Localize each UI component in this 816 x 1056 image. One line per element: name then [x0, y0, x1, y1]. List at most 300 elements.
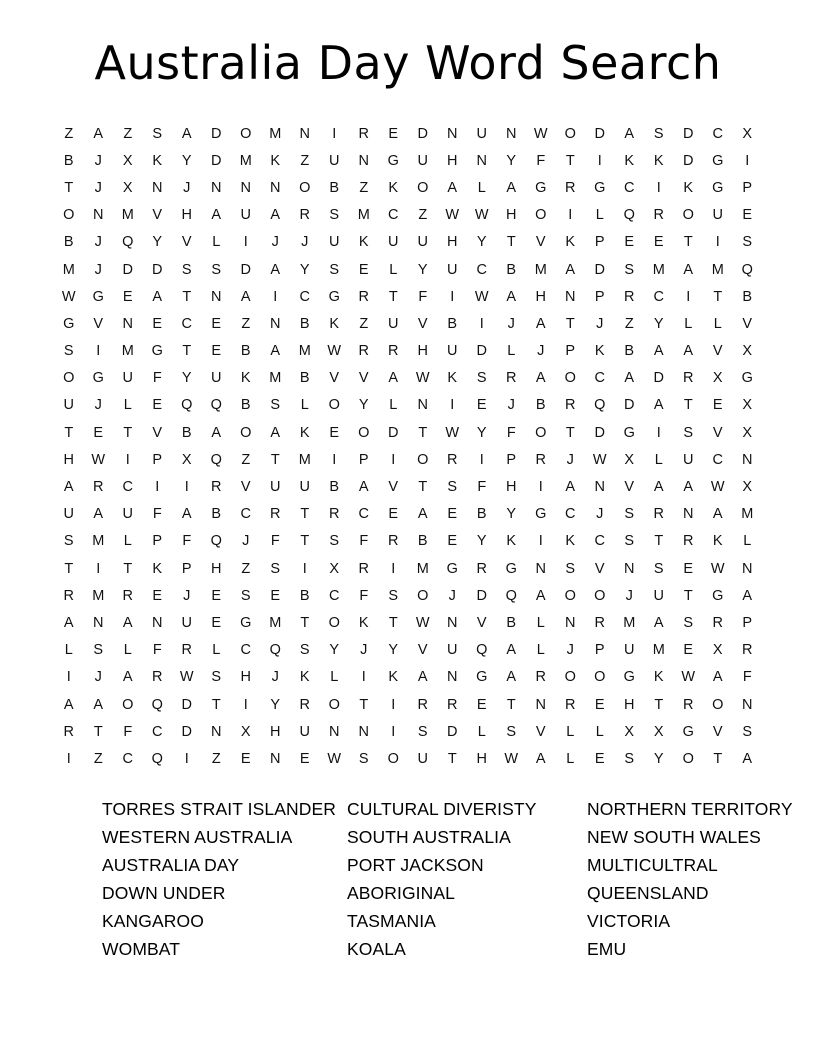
grid-cell: A — [417, 669, 428, 686]
grid-cell: R — [93, 479, 104, 496]
grid-cell: T — [683, 587, 693, 604]
grid-cell: A — [506, 179, 517, 196]
grid-cell: S — [63, 343, 74, 360]
grid-cell: N — [211, 179, 222, 196]
grid-cell: Q — [505, 587, 517, 604]
grid-cell: S — [476, 370, 487, 387]
grid-cell: L — [212, 642, 221, 659]
grid-cell: P — [565, 343, 576, 360]
grid-cell: R — [447, 696, 458, 713]
grid-cell: I — [656, 424, 661, 441]
grid-cell: B — [506, 614, 517, 631]
grid-cell: U — [417, 234, 428, 251]
grid-cell: W — [474, 288, 489, 305]
grid-cell: A — [152, 288, 163, 305]
grid-cell: N — [447, 669, 458, 686]
grid-cell: T — [418, 479, 428, 496]
grid-cell: L — [743, 533, 752, 550]
grid-cell: U — [476, 125, 487, 142]
grid-cell: H — [447, 152, 458, 169]
grid-cell: J — [596, 506, 604, 523]
grid-cell: A — [565, 479, 576, 496]
grid-cell: N — [417, 397, 428, 414]
grid-cell: F — [536, 152, 546, 169]
grid-cell: U — [63, 506, 74, 523]
grid-cell: G — [446, 560, 458, 577]
grid-cell: L — [477, 179, 486, 196]
grid-cell: O — [417, 451, 429, 468]
grid-cell: A — [417, 506, 428, 523]
grid-cell: C — [594, 370, 605, 387]
grid-cell: R — [565, 696, 576, 713]
grid-cell: I — [96, 560, 101, 577]
grid-cell: J — [94, 152, 102, 169]
grid-cell: O — [358, 424, 370, 441]
grid-cell: G — [328, 288, 340, 305]
grid-cell: E — [93, 424, 104, 441]
grid-cell: I — [361, 669, 366, 686]
grid-cell: K — [329, 315, 340, 332]
grid-cell: A — [181, 125, 192, 142]
grid-cell: I — [479, 315, 484, 332]
grid-cell: F — [270, 533, 280, 550]
grid-cell: I — [273, 288, 278, 305]
grid-cell: H — [535, 288, 546, 305]
grid-cell: R — [270, 506, 281, 523]
grid-cell: Y — [152, 234, 163, 251]
grid-cell: U — [270, 479, 281, 496]
grid-cell: W — [61, 288, 76, 305]
grid-cell: R — [742, 642, 753, 659]
grid-row — [54, 174, 762, 201]
grid-cell: O — [535, 207, 547, 224]
grid-cell: A — [358, 479, 369, 496]
grid-cell: E — [358, 261, 369, 278]
grid-cell: A — [270, 207, 281, 224]
grid-row — [54, 691, 762, 718]
grid-cell: Z — [241, 560, 251, 577]
grid-cell: E — [211, 614, 222, 631]
grid-cell: L — [123, 397, 132, 414]
grid-cell: B — [329, 479, 340, 496]
word-list-item: WOMBAT — [102, 938, 181, 959]
grid-cell: Y — [270, 696, 281, 713]
word-list-item: PORT JACKSON — [347, 854, 484, 875]
grid-row — [54, 283, 762, 310]
grid-cell: W — [91, 451, 106, 468]
grid-cell: U — [63, 397, 74, 414]
grid-cell: J — [183, 179, 191, 196]
grid-cell: X — [240, 723, 251, 740]
grid-cell: U — [329, 152, 340, 169]
grid-cell: B — [417, 533, 428, 550]
grid-cell: P — [594, 234, 605, 251]
grid-cell: H — [270, 723, 281, 740]
grid-cell: N — [535, 560, 546, 577]
grid-cell: M — [623, 614, 636, 631]
grid-row — [54, 120, 762, 147]
grid-cell: U — [447, 261, 458, 278]
grid-cell: D — [211, 152, 222, 169]
grid-cell: C — [240, 642, 251, 659]
grid-cell: A — [683, 479, 694, 496]
grid-cell: I — [450, 397, 455, 414]
grid-row — [54, 501, 762, 528]
grid-cell: N — [506, 125, 517, 142]
grid-cell: R — [653, 506, 664, 523]
grid-cell: A — [122, 614, 133, 631]
grid-cell: G — [712, 152, 724, 169]
grid-cell: D — [683, 152, 694, 169]
grid-cell: E — [122, 288, 133, 305]
grid-cell: H — [211, 560, 222, 577]
grid-cell: G — [92, 370, 104, 387]
grid-cell: V — [624, 479, 635, 496]
grid-cell: Q — [594, 397, 606, 414]
grid-cell: C — [181, 315, 192, 332]
grid-cell: S — [653, 125, 664, 142]
grid-cell: E — [683, 642, 694, 659]
grid-cell: G — [63, 315, 75, 332]
grid-cell: J — [537, 343, 545, 360]
grid-cell: T — [447, 750, 457, 767]
grid-cell: Q — [210, 397, 222, 414]
grid-cell: N — [594, 479, 605, 496]
grid-cell: L — [507, 343, 516, 360]
grid-cell: Q — [269, 642, 281, 659]
grid-cell: R — [299, 207, 310, 224]
grid-cell: H — [63, 451, 74, 468]
grid-cell: C — [388, 207, 399, 224]
grid-cell: F — [152, 370, 162, 387]
grid-cell: J — [301, 234, 309, 251]
grid-cell: Z — [624, 315, 634, 332]
grid-cell: D — [181, 723, 192, 740]
grid-cell: J — [271, 669, 279, 686]
grid-cell: A — [93, 125, 104, 142]
word-list — [58, 798, 793, 960]
grid-cell: A — [565, 261, 576, 278]
grid-cell: H — [181, 207, 192, 224]
grid-cell: F — [123, 723, 133, 740]
word-list-item: NEW SOUTH WALES — [587, 826, 761, 847]
grid-cell: Y — [329, 642, 340, 659]
grid-cell: W — [327, 343, 342, 360]
word-list-item: QUEENSLAND — [587, 882, 709, 903]
grid-cell: U — [122, 370, 133, 387]
grid-cell: N — [742, 451, 753, 468]
grid-cell: Z — [211, 750, 221, 767]
grid-cell: E — [447, 533, 458, 550]
grid-cell: S — [506, 723, 517, 740]
grid-cell: K — [712, 533, 723, 550]
grid-cell: D — [211, 125, 222, 142]
grid-cell: E — [240, 750, 251, 767]
word-list-item: TASMANIA — [347, 910, 436, 931]
grid-cell: S — [329, 533, 340, 550]
grid-cell: B — [299, 315, 310, 332]
grid-cell: A — [93, 506, 104, 523]
grid-cell: A — [63, 479, 74, 496]
grid-cell: R — [624, 288, 635, 305]
grid-cell: C — [152, 723, 163, 740]
grid-cell: T — [506, 234, 516, 251]
grid-cell: B — [240, 343, 251, 360]
grid-cell: B — [211, 506, 222, 523]
grid-cell: B — [506, 261, 517, 278]
letter-grid-container — [0, 120, 816, 773]
grid-cell: I — [66, 750, 71, 767]
grid-cell: S — [63, 533, 74, 550]
grid-cell: T — [654, 533, 664, 550]
grid-cell: R — [358, 343, 369, 360]
grid-cell: L — [654, 451, 663, 468]
grid-cell: O — [564, 669, 576, 686]
grid-cell: C — [712, 125, 723, 142]
grid-cell: T — [64, 560, 74, 577]
grid-cell: B — [63, 152, 74, 169]
grid-cell: E — [329, 424, 340, 441]
grid-cell: E — [211, 315, 222, 332]
grid-cell: G — [712, 179, 724, 196]
grid-cell: U — [683, 451, 694, 468]
grid-cell: Z — [64, 125, 74, 142]
grid-cell: R — [653, 207, 664, 224]
grid-cell: O — [299, 179, 311, 196]
grid-cell: R — [535, 669, 546, 686]
grid-cell: I — [568, 207, 573, 224]
grid-cell: V — [594, 560, 605, 577]
grid-cell: N — [358, 152, 369, 169]
grid-cell: E — [742, 207, 753, 224]
grid-cell: L — [566, 750, 575, 767]
grid-cell: I — [538, 479, 543, 496]
grid-cell: A — [683, 261, 694, 278]
grid-cell: M — [269, 125, 282, 142]
grid-cell: M — [121, 207, 134, 224]
grid-cell: U — [417, 152, 428, 169]
grid-cell: U — [211, 370, 222, 387]
grid-cell: V — [152, 207, 163, 224]
grid-cell: R — [329, 506, 340, 523]
grid-cell: X — [742, 397, 753, 414]
grid-cell: P — [742, 179, 753, 196]
grid-cell: C — [358, 506, 369, 523]
grid-cell: O — [328, 614, 340, 631]
grid-cell: O — [564, 370, 576, 387]
grid-cell: I — [391, 723, 396, 740]
grid-cell: I — [125, 451, 130, 468]
grid-cell: A — [211, 207, 222, 224]
grid-cell: E — [594, 696, 605, 713]
grid-cell: P — [358, 451, 369, 468]
grid-cell: D — [683, 125, 694, 142]
grid-cell: I — [391, 696, 396, 713]
grid-cell: Q — [181, 397, 193, 414]
grid-cell: U — [712, 207, 723, 224]
grid-cell: E — [712, 397, 723, 414]
grid-row — [54, 202, 762, 229]
grid-cell: M — [652, 261, 665, 278]
grid-cell: N — [535, 696, 546, 713]
grid-cell: G — [623, 669, 635, 686]
grid-cell: R — [476, 560, 487, 577]
grid-cell: U — [240, 207, 251, 224]
grid-cell: R — [417, 696, 428, 713]
grid-cell: N — [211, 288, 222, 305]
grid-cell: N — [565, 614, 576, 631]
grid-cell: J — [507, 397, 515, 414]
grid-cell: J — [183, 587, 191, 604]
grid-cell: Q — [476, 642, 488, 659]
grid-cell: M — [652, 642, 665, 659]
grid-cell: D — [594, 125, 605, 142]
grid-cell: N — [270, 315, 281, 332]
grid-cell: S — [152, 125, 163, 142]
grid-cell: W — [179, 669, 194, 686]
grid-cell: O — [240, 125, 252, 142]
grid-cell: R — [122, 587, 133, 604]
grid-cell: F — [418, 288, 428, 305]
grid-cell: A — [535, 370, 546, 387]
grid-cell: M — [711, 261, 724, 278]
grid-cell: V — [535, 723, 546, 740]
grid-cell: N — [683, 506, 694, 523]
grid-cell: C — [299, 288, 310, 305]
grid-cell: T — [683, 397, 693, 414]
grid-cell: H — [476, 750, 487, 767]
grid-cell: W — [474, 207, 489, 224]
grid-cell: G — [623, 424, 635, 441]
grid-cell: G — [151, 343, 163, 360]
grid-row — [54, 609, 762, 636]
grid-cell: Q — [122, 234, 134, 251]
grid-cell: X — [742, 424, 753, 441]
grid-cell: B — [447, 315, 458, 332]
grid-cell: Y — [181, 370, 192, 387]
grid-row — [54, 256, 762, 283]
grid-cell: I — [332, 125, 337, 142]
grid-cell: Z — [359, 179, 369, 196]
grid-cell: X — [742, 479, 753, 496]
grid-cell: G — [240, 614, 252, 631]
grid-row — [54, 528, 762, 555]
grid-cell: A — [93, 696, 104, 713]
grid-cell: R — [683, 696, 694, 713]
grid-row — [54, 229, 762, 256]
grid-cell: N — [211, 723, 222, 740]
grid-cell: A — [653, 397, 664, 414]
grid-cell: A — [181, 506, 192, 523]
grid-cell: O — [417, 179, 429, 196]
grid-cell: L — [595, 723, 604, 740]
grid-cell: V — [152, 424, 163, 441]
grid-cell: S — [653, 560, 664, 577]
grid-cell: L — [123, 642, 132, 659]
grid-cell: U — [388, 234, 399, 251]
grid-cell: S — [683, 614, 694, 631]
grid-cell: N — [447, 614, 458, 631]
grid-cell: A — [270, 343, 281, 360]
grid-cell: S — [270, 397, 281, 414]
grid-cell: E — [476, 397, 487, 414]
grid-cell: X — [624, 451, 635, 468]
grid-cell: T — [388, 614, 398, 631]
grid-cell: C — [122, 750, 133, 767]
grid-cell: H — [624, 696, 635, 713]
grid-cell: Y — [358, 397, 369, 414]
grid-cell: A — [270, 424, 281, 441]
grid-cell: D — [181, 696, 192, 713]
grid-cell: R — [358, 125, 369, 142]
grid-cell: D — [152, 261, 163, 278]
grid-cell: K — [624, 152, 635, 169]
grid-cell: R — [683, 533, 694, 550]
grid-cell: D — [624, 397, 635, 414]
grid-cell: U — [417, 750, 428, 767]
grid-cell: Z — [123, 125, 133, 142]
grid-cell: Z — [241, 451, 251, 468]
grid-cell: V — [417, 642, 428, 659]
grid-cell: T — [182, 288, 192, 305]
grid-cell: W — [681, 669, 696, 686]
grid-cell: T — [683, 234, 693, 251]
grid-cell: Y — [653, 315, 664, 332]
grid-cell: M — [534, 261, 547, 278]
grid-cell: L — [123, 533, 132, 550]
grid-cell: S — [683, 424, 694, 441]
grid-cell: O — [712, 696, 724, 713]
grid-row — [54, 745, 762, 772]
grid-cell: P — [152, 451, 163, 468]
grid-cell: O — [535, 424, 547, 441]
grid-row — [54, 147, 762, 174]
grid-cell: T — [123, 424, 133, 441]
grid-cell: T — [211, 696, 221, 713]
grid-cell: W — [710, 560, 725, 577]
grid-cell: V — [358, 370, 369, 387]
grid-cell: F — [152, 506, 162, 523]
word-list-item: CULTURAL DIVERISTY — [347, 798, 537, 819]
grid-cell: J — [94, 234, 102, 251]
grid-cell: L — [389, 261, 398, 278]
grid-cell: T — [359, 696, 369, 713]
grid-cell: J — [566, 642, 574, 659]
word-list-item: KANGAROO — [102, 910, 204, 931]
grid-cell: O — [63, 207, 75, 224]
grid-cell: E — [388, 125, 399, 142]
grid-cell: T — [654, 696, 664, 713]
grid-cell: G — [594, 179, 606, 196]
grid-cell: W — [415, 614, 430, 631]
grid-cell: K — [358, 234, 369, 251]
grid-cell: T — [565, 315, 575, 332]
grid-cell: A — [270, 261, 281, 278]
grid-cell: K — [358, 614, 369, 631]
grid-cell: S — [211, 669, 222, 686]
grid-cell: C — [594, 533, 605, 550]
grid-cell: V — [712, 343, 723, 360]
grid-cell: S — [329, 261, 340, 278]
grid-cell: S — [624, 750, 635, 767]
grid-cell: V — [712, 723, 723, 740]
grid-cell: I — [479, 451, 484, 468]
grid-cell: S — [624, 261, 635, 278]
grid-row — [54, 718, 762, 745]
grid-cell: Z — [359, 315, 369, 332]
grid-cell: N — [270, 179, 281, 196]
grid-cell: K — [388, 179, 399, 196]
